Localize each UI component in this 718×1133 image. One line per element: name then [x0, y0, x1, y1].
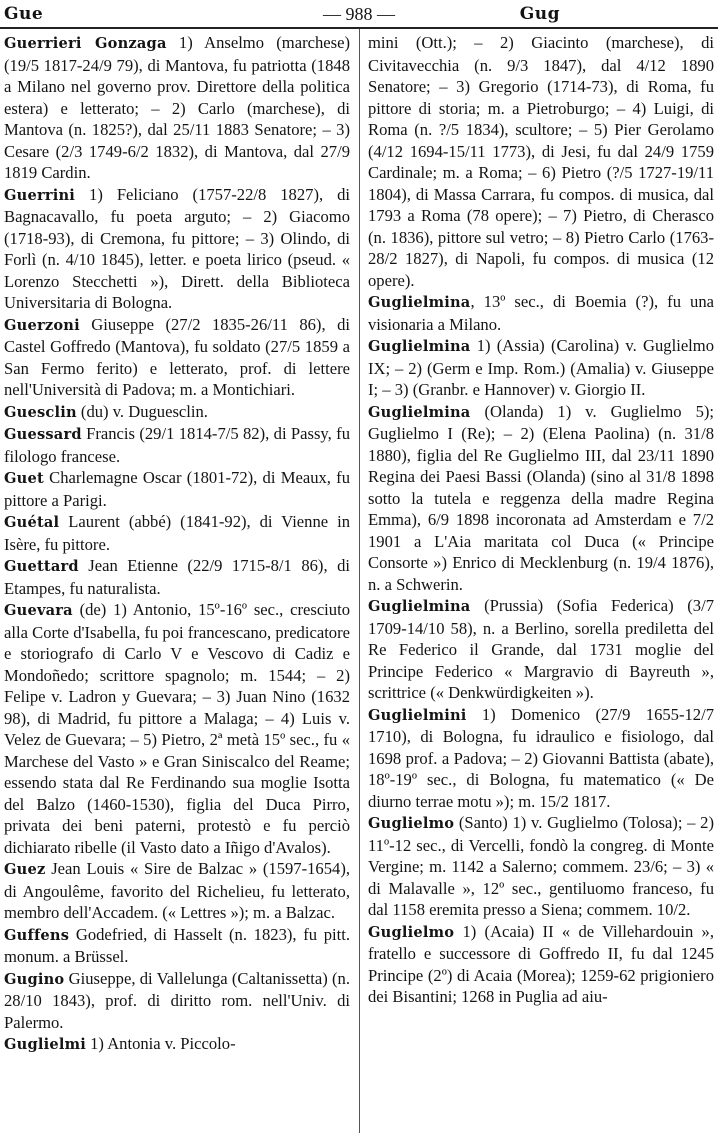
dictionary-entry: [368, 401, 714, 596]
entry-text: 1) Anselmo (marchese) (19/5 1817-24/9 79), di Mantova, fu patriotta (1848 a Milano nel governo prov. Direttore della politica estera) e letterato; – 2) Carlo (marchese), di Mantova (n. 1825?), dal 25/11 1883 Senatore; – 3) Cesare (2/3 1749-6/2 1832), di Mantova, dal 27/9 1819 Cardin.: [4, 33, 350, 182]
dictionary-entry: [4, 1033, 350, 1056]
entry-text: Giuseppe (27/2 1835-26/11 86), di Castel Goffredo (Mantova), fu soldato (27/5 1859 a San Fermo ferito) e letterato, prof. di lettere nell'Università di Padova; m. a Montichiari.: [4, 314, 350, 399]
right-column: [368, 32, 714, 1132]
entry-text: 1) (Acaia) II « de Villehardouin », fratello e successore di Goffredo II, fu dal 1245 Principe (2º) di Acaia (Morea); 1259-62 prigioniero dei Bisantini; 1268 in Puglia ad aiu-: [368, 921, 714, 1006]
entry-headword: Guétal: [4, 514, 60, 531]
running-head-left: Gue: [4, 4, 44, 24]
entry-headword: Guglielmina: [368, 598, 471, 615]
dictionary-entry: [4, 924, 350, 968]
entry-text: (Olanda) 1) v. Guglielmo 5); Guglielmo I (Re); – 2) (Elena Paolina) (n. 31/8 1880), figlia del Re Guglielmo III, dal 23/11 1890 Regina dei Paesi Bassi (Olanda) (sino al 31/8 1898 sotto la tutela e reggenza della madre Regina Emma), 6/9 1898 incoronata ad Amsterdam e 7/2 1901 a L'Aia maritata col Duca (« Principe Consorte ») Enrico di Mecklenburg (n. 19/4 1876), n. a Schwerin.: [368, 401, 714, 594]
dictionary-entry: [4, 599, 350, 858]
entry-text: (du) v. Duguesclin.: [76, 401, 208, 421]
page-header: [0, 0, 718, 26]
page-number: — 988 —: [323, 4, 395, 24]
entry-text: mini (Ott.); – 2) Giacinto (marchese), di Civitavecchia (n. 9/3 1847), dal 4/12 1890 Senatore; – 3) Gregorio (1714-73), di Roma, fu pittore di storia; m. a Pietroburgo; – 4) Luigi, di Roma (n. ?/5 1834), scultore; – 5) Pier Gerolamo (4/12 1694-15/11 1773), di Jesi, fu dal 24/9 1759 Cardinale; m. a Roma; – 6) Pietro (?/5 1727-19/11 1804), di Massa Carrara, fu compos. di musica, dal 1793 a Roma (78 opere); – 7) Pietro, di Cherasco (n. 1836), pittore sul vetro; – 8) Pietro Carlo (1763-28/2 1827), di Napoli, fu compos. di musica (12 opere).: [368, 33, 714, 290]
running-head-right: Gug: [519, 4, 560, 24]
dictionary-entry-continued: [368, 32, 714, 291]
entry-text: Charlemagne Oscar (1801-72), di Meaux, fu pittore a Parigi.: [4, 468, 350, 510]
dictionary-entry: [4, 423, 350, 467]
entry-headword: Guet: [4, 470, 44, 487]
dictionary-entry: [4, 32, 350, 184]
entry-headword: Guettard: [4, 558, 79, 575]
column-divider: [359, 29, 360, 1133]
entry-headword: Gugino: [4, 970, 65, 988]
entry-headword: Guevara: [4, 602, 73, 619]
dictionary-entry: [4, 858, 350, 924]
entry-headword: Guglielmina: [368, 403, 471, 421]
entry-text: , 13º sec., di Boemia (?), fu una visionaria a Milano.: [368, 292, 714, 334]
entry-headword: Guez: [4, 861, 46, 878]
dictionary-entry: [4, 968, 350, 1034]
entry-headword: Guerrini: [4, 186, 76, 204]
dictionary-entry: [368, 335, 714, 401]
entry-headword: Guglielmina: [368, 294, 471, 311]
entry-text: (Prussia) (Sofia Federica) (3/7 1709-14/10 58), n. a Berlino, sorella prediletta del Re Federico il Grande, dal 1731 moglie del Principe Federico « Margravio di Bayreuth », scrittrice (« Denkwürdigkeiten »).: [368, 596, 714, 702]
dictionary-entry: [4, 467, 350, 511]
entry-text: 1) Antonia v. Piccolo-: [85, 1034, 236, 1053]
dictionary-entry: [368, 595, 714, 704]
entry-headword: Guglielmina: [368, 338, 471, 355]
dictionary-entry: [4, 314, 350, 401]
entry-headword: Guesclin: [4, 403, 77, 421]
entry-headword: Guessard: [4, 426, 82, 443]
dictionary-entry: [4, 555, 350, 599]
entry-headword: Guglielmini: [368, 706, 467, 724]
entry-text: Godefried, di Hasselt (n. 1823), fu pitt. monum. a Brüssel.: [4, 924, 350, 966]
entry-headword: Guglielmi: [4, 1036, 86, 1053]
entry-text: 1) Domenico (27/9 1655-12/7 1710), di Bologna, fu idraulico e fisiologo, dal 1698 prof. a Padova; – 2) Giovanni Battista (abate), 18º-19º sec., di Bologna, fu matematico (« De diurno terrae motu »); m. 15/2 1817.: [368, 704, 714, 811]
entry-text: Francis (29/1 1814-7/5 82), di Passy, fu filologo francese.: [4, 424, 350, 466]
entry-headword: Guerrieri Gonzaga: [4, 35, 167, 52]
dictionary-entry: [368, 704, 714, 813]
entry-text: Jean Etienne (22/9 1715-8/1 86), di Etampes, fu naturalista.: [4, 556, 350, 598]
dictionary-entry: [368, 921, 714, 1008]
dictionary-entry: [4, 511, 350, 555]
entry-text: (Santo) 1) v. Guglielmo (Tolosa); – 2) 11º-12 sec., di Vercelli, fondò la congreg. di Monte Vergine; m. 1142 a Salerno; commem. 23/6; – 3) « di Malavalle », 12º sec., gentiluomo franceso, fu dal 1158 eremita presso a Siena; commem. 10/2.: [368, 813, 714, 919]
dictionary-entry: [4, 184, 350, 314]
entry-text: Giuseppe, di Vallelunga (Caltanissetta) (n. 28/10 1843), prof. di diritto rom. nell'Univ. di Palermo.: [4, 968, 350, 1032]
dictionary-entry: [368, 291, 714, 335]
dictionary-entry: [368, 812, 714, 921]
entry-text: (de) 1) Antonio, 15º-16º sec., cresciuto alla Corte d'Isabella, fu poi francescano, predicatore e storiografo di Carlo V e Vescovo di Cadiz e Mondoñedo; scrittore spagnolo; m. 1544; – 2) Felipe v. Ladron y Guevara; – 3) Juan Nino (1632 98), di Madrid, fu pittore a Malaga; – 4) Luis v. Velez de Guevara; – 5) Pietro, 2ª metà 15º sec., fu « Marchese del Vasto » e Gran Siniscalco del Reame; essendo stata dal Re Ferdinando sua moglie Isotta del Balzo (1460-1530), figlia del Duca Pirro, privata dei beni paterni, protestò e fu perciò dichiarato ribelle (il Vasto dato a Iñigo d'Avalos).: [4, 600, 350, 857]
left-column: [4, 32, 350, 1132]
entry-headword: Guglielmo: [368, 815, 455, 832]
entry-headword: Guerzoni: [4, 316, 80, 334]
dictionary-entry: [4, 401, 350, 424]
entry-text: Jean Louis « Sire de Balzac » (1597-1654), di Angoulême, favorito del Richelieu, fu letterato, membro dell'Accadem. (« Lettres »); m. a Balzac.: [4, 859, 350, 922]
entry-text: 1) (Assia) (Carolina) v. Guglielmo IX; – 2) (Germ e Imp. Rom.) (Amalia) v. Giuseppe I; – 3) (Granbr. e Hannover) v. Giorgio II.: [368, 336, 714, 399]
entry-headword: Guglielmo: [368, 923, 455, 941]
entry-text: 1) Feliciano (1757-22/8 1827), di Bagnacavallo, fu poeta arguto; – 2) Giacomo (1718-93), di Cremona, fu pittore; – 3) Olindo, di Forlì (n. 4/10 1845), letter. e poeta lirico (pseud. « Lorenzo Stecchetti »), Dirett. della Biblioteca Universitaria di Bologna.: [4, 184, 350, 312]
entry-text: Laurent (abbé) (1841-92), di Vienne in Isère, fu pittore.: [4, 512, 350, 554]
entry-headword: Guffens: [4, 926, 70, 944]
